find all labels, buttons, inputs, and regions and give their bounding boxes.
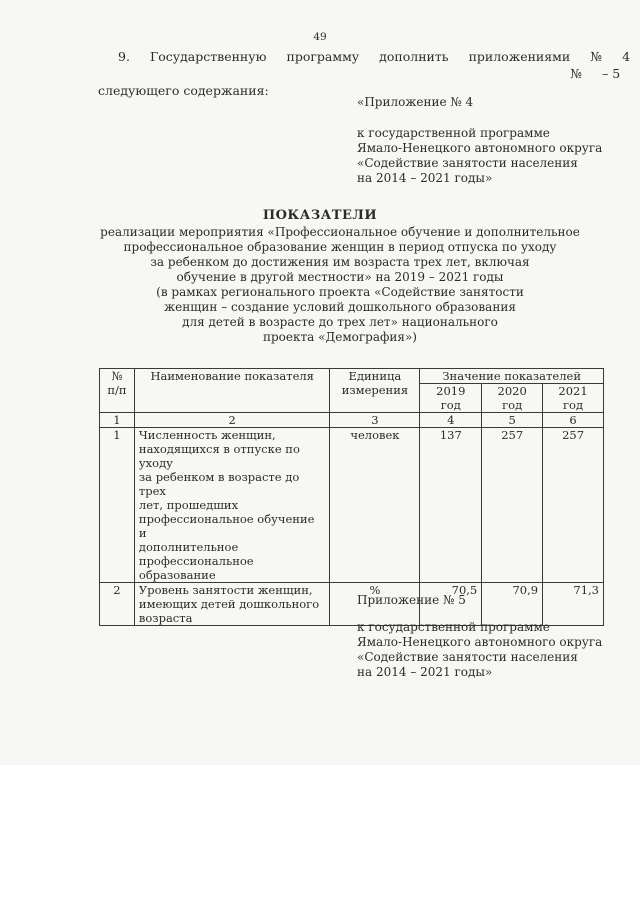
table-header-row (100, 369, 604, 384)
appendix-4-heading: «Приложение № 4 (357, 95, 474, 109)
page-number: 49 (313, 31, 327, 43)
header-unit: Единица измерения (330, 369, 420, 413)
indicator-name: Уровень занятости женщин, имеющих детей дошкольного возраста (134, 583, 330, 626)
table-row: 2 Уровень занятости женщин, имеющих детей дошкольного возраста % 70,5 70,9 71,3 (100, 583, 604, 626)
column-number-row: 1 2 3 4 5 6 (100, 413, 604, 428)
header-name: Наименование показателя (134, 369, 330, 413)
appendix-5-caption: к государственной программе Ямало-Ненецкого автономного округа «Содействие занятости населения на 2014 – 2021 годы» (357, 620, 603, 679)
appendix-4-caption: к государственной программе Ямало-Ненецкого автономного округа «Содействие занятости населения на 2014 – 2021 годы» (357, 126, 603, 185)
header-year-2019: 2019 год (420, 384, 482, 413)
indicators-table (99, 368, 604, 626)
document-title: ПОКАЗАТЕЛИ (262, 208, 378, 223)
intro-paragraph (98, 48, 631, 99)
indicator-name: Численность женщин, находящихся в отпуске по уходу за ребенком в возрасте до трех лет, прошедших профессиональное обучение и дополнительное профессиональное образование (134, 428, 330, 583)
header-year-2021: 2021 год (543, 384, 604, 413)
header-values: Значение показателей (420, 369, 604, 384)
header-num: № п/п (100, 369, 135, 413)
header-year-2020: 2020 год (482, 384, 543, 413)
document-subtitle: реализации мероприятия «Профессиональное обучение и дополнительное профессиональное образование женщин в период отпуска по уходу за ребенком до достижения им возраста трех лет, включая обучение в другой местности» на 2019 – 2021 годы (в рамках регионального проекта «Содействие занятости женщин – создание условий дошкольного образования для детей в возрасте до трех лет» национального проекта «Демография») (100, 225, 580, 344)
intro-line-2: следующего содержания: (98, 83, 269, 98)
appendix-5-heading: Приложение № 5 (357, 593, 466, 607)
table-row: 1 Численность женщин, находящихся в отпуске по уходу за ребенком в возрасте до трех лет, прошедших профессиональное обучение и дополнительное профессиональное образование человек 137 257 257 (100, 428, 604, 583)
intro-line-1: 9. Государственную программу дополнить приложениями №№ 4 – 5 (118, 49, 631, 81)
